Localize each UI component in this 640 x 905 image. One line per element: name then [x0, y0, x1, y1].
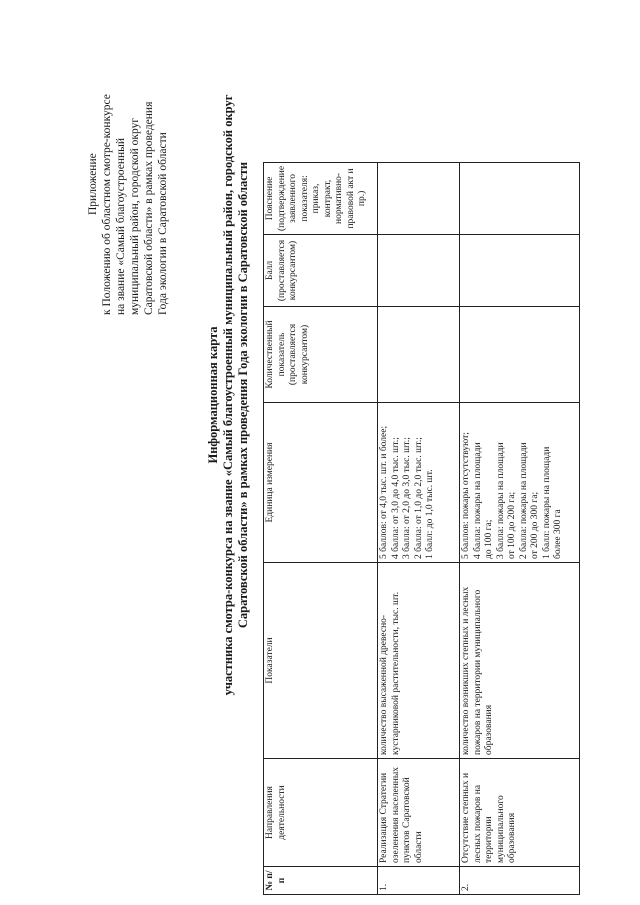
- row-direction: Реализация Стратегии озеленения населенных пунктов Саратовской области: [378, 759, 460, 867]
- info-table: [263, 162, 580, 895]
- appendix-title: Приложение: [87, 153, 99, 215]
- header-num: № п/п: [264, 867, 378, 895]
- row-indicator: количество высаженной древесно-кустарниковой растительности, тыс. шт.: [378, 563, 460, 759]
- document-heading: [206, 75, 251, 715]
- table-header-row: [264, 162, 378, 894]
- unit-line: 3 балла: пожары на площади: [495, 442, 506, 559]
- heading-subtitle-line: участника смотра-конкурса на звание «Самый благоустроенный муниципальный район, городской округ: [221, 94, 235, 696]
- row-unit: [378, 403, 460, 563]
- appendix-line: Года экологии в Саратовской области: [157, 132, 169, 315]
- unit-line: от 100 до 200 га;: [507, 491, 517, 559]
- row-score-cell[interactable]: [378, 235, 460, 307]
- header-score: Балл (проставляется конкурсантом): [264, 235, 378, 307]
- header-quantitative: Количественный показатель (проставляется конкурсантом): [264, 307, 378, 403]
- table-row: [378, 162, 460, 894]
- unit-line: 4 балла: от 3,0 до 4,0 тыс. шт.;: [390, 437, 401, 559]
- unit-line: 5 баллов: пожары отсутствуют;: [461, 432, 471, 559]
- header-explanation: Пояснение (подтверждение заявленного показателя: приказ, контракт, нормативно-правовой акт и пр.): [264, 162, 378, 234]
- unit-line: 4 балла: пожары на площади: [472, 442, 483, 559]
- heading-title: Информационная карта: [206, 326, 220, 464]
- unit-line: более 300 га: [553, 509, 563, 559]
- unit-line: 2 балла: пожары на площади: [518, 442, 529, 559]
- row-quantitative-cell[interactable]: [460, 307, 580, 403]
- unit-line: 3 балла: от 2,0 до 3,0 тыс. шт.;: [402, 437, 412, 559]
- row-score-cell[interactable]: [460, 235, 580, 307]
- appendix-line: Саратовской области» в рамках проведения: [143, 101, 155, 315]
- header-direction: Направления деятельности: [264, 759, 378, 867]
- unit-line: от 200 до 300 га;: [530, 491, 540, 559]
- row-direction: Отсутствие степных и лесных пожаров на территории муниципального образования: [460, 759, 580, 867]
- appendix-line: к Положению об областном смотре-конкурсе: [101, 94, 113, 315]
- row-num: 1.: [378, 867, 460, 895]
- row-indicator: количество возникших степных и лесных пожаров на территории муниципального образования: [460, 563, 580, 759]
- unit-line: 2 балла: от 1,0 до 2,0 тыс. шт.;: [413, 437, 424, 559]
- unit-line: до 100 га;: [484, 519, 494, 559]
- unit-line: 5 баллов: от 4,0 тыс. шт. и более;: [379, 425, 389, 559]
- row-explanation-cell[interactable]: [460, 162, 580, 234]
- heading-subtitle-line: Саратовской области» в рамках проведения Года экологии в Саратовской области: [236, 161, 250, 629]
- table-row: [460, 162, 580, 894]
- unit-line: 1 балл: до 1,0 тыс. шт.: [425, 469, 435, 559]
- header-unit: Единица измерения: [264, 403, 378, 563]
- unit-line: 1 балл: пожары на площади: [541, 446, 552, 559]
- appendix-line: муниципальный район, городской округ: [129, 117, 141, 315]
- appendix-block: [86, 15, 170, 315]
- row-unit: [460, 403, 580, 563]
- row-explanation-cell[interactable]: [378, 162, 460, 234]
- row-quantitative-cell[interactable]: [378, 307, 460, 403]
- row-num: 2.: [460, 867, 580, 895]
- appendix-line: на звание «Самый благоустроенный: [115, 137, 127, 315]
- header-indicators: Показатели: [264, 563, 378, 759]
